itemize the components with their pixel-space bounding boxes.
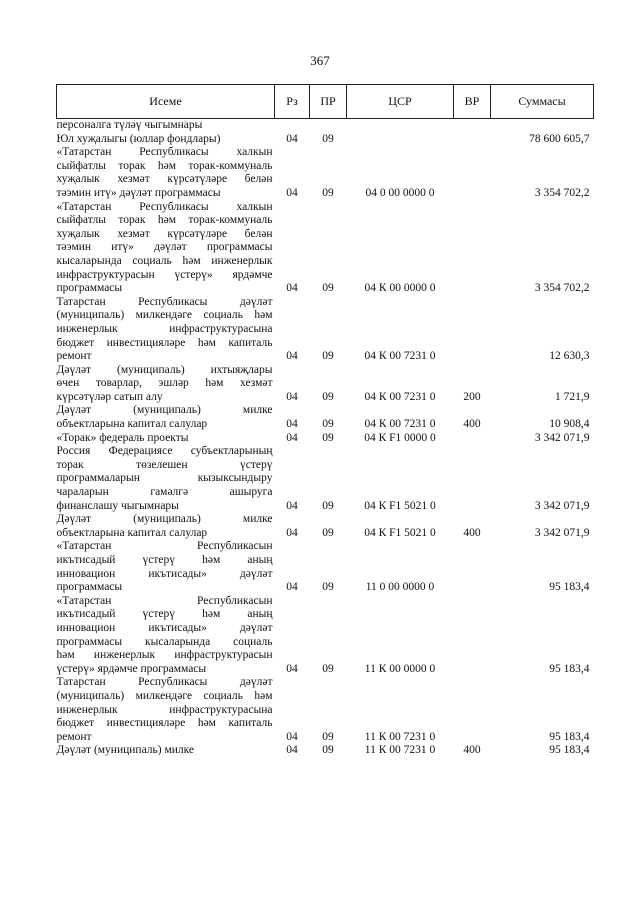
row-pr: 09 bbox=[322, 662, 334, 675]
row-name-line: кысаларында социаль һәм инженерлык bbox=[56, 254, 273, 267]
row-name-line: Дәүләт (муниципаль) милке bbox=[56, 404, 273, 417]
row-vr bbox=[454, 133, 491, 147]
row-sum: 3 342 071,9 bbox=[534, 526, 590, 539]
row-name-line: персоналга түләү чыгымнары bbox=[56, 119, 203, 131]
budget-table bbox=[56, 84, 594, 758]
row-name-line: инженерлык инфраструктурасына bbox=[56, 322, 273, 335]
header-csr: ЦСР bbox=[347, 85, 454, 119]
table-row bbox=[57, 513, 594, 540]
header-sum: Суммасы bbox=[491, 85, 594, 119]
row-vr bbox=[454, 445, 491, 513]
row-name-line: ремонт bbox=[56, 350, 92, 363]
row-name-line: Дәүләт (муниципаль) ихтыяҗлары bbox=[56, 363, 273, 376]
row-rz: 04 bbox=[286, 186, 298, 199]
row-sum: 3 354 702,2 bbox=[534, 282, 590, 295]
row-name-line: финанслашу чыгымнары bbox=[56, 499, 179, 512]
row-pr: 09 bbox=[322, 186, 334, 199]
row-rz: 04 bbox=[286, 282, 298, 295]
row-name-line: ремонт bbox=[56, 730, 92, 743]
row-rz: 04 bbox=[286, 730, 298, 743]
row-name-line: күрсәтүләр сатып алу bbox=[56, 390, 163, 403]
row-name bbox=[57, 744, 275, 758]
row-pr: 09 bbox=[322, 418, 334, 431]
row-pr: 09 bbox=[322, 282, 334, 295]
row-name-line: Татарстан Республикасы дәүләт bbox=[56, 676, 273, 689]
row-rz bbox=[275, 119, 310, 133]
table-row bbox=[57, 404, 594, 431]
row-vr bbox=[454, 595, 491, 677]
row-pr: 09 bbox=[322, 350, 334, 363]
table-row bbox=[57, 133, 594, 147]
header-name: Исеме bbox=[57, 85, 275, 119]
row-pr: 09 bbox=[322, 132, 334, 145]
row-name-line: «Торак» федераль проекты bbox=[56, 431, 189, 444]
row-name bbox=[57, 513, 275, 540]
row-name-line: тәэмин итү» дәүләт программасы bbox=[56, 186, 221, 199]
row-name-line: Татарстан Республикасы дәүләт bbox=[56, 295, 273, 308]
row-name-line: үстерү» ярдәмче программасы bbox=[56, 662, 207, 675]
row-rz: 04 bbox=[286, 581, 298, 594]
row-sum: 3 342 071,9 bbox=[534, 431, 590, 444]
row-name bbox=[57, 133, 275, 147]
table-row bbox=[57, 146, 594, 200]
row-csr: 11 0 00 0000 0 bbox=[365, 581, 435, 594]
row-name-line: программасы bbox=[56, 581, 123, 594]
row-name-line: «Татарстан Республикасы халкын bbox=[56, 200, 273, 213]
row-name-line: тәэмин итү» дәүләт программасы bbox=[56, 241, 273, 254]
row-vr: 400 bbox=[463, 418, 481, 431]
row-vr bbox=[454, 119, 491, 133]
row-name bbox=[57, 432, 275, 446]
row-sum: 78 600 605,7 bbox=[529, 132, 590, 145]
row-pr: 09 bbox=[322, 744, 334, 757]
row-sum: 1 721,9 bbox=[555, 390, 590, 403]
row-name-line: инновацион икътисады» дәүләт bbox=[56, 567, 273, 580]
row-name-line: (муниципаль) милкендәге социаль һәм bbox=[56, 309, 273, 322]
row-sum: 95 183,4 bbox=[549, 581, 590, 594]
row-name bbox=[57, 146, 275, 200]
row-rz: 04 bbox=[286, 662, 298, 675]
row-name-line: бюджет инвестицияләре һәм капиталь bbox=[56, 336, 273, 349]
row-vr bbox=[454, 432, 491, 446]
row-pr bbox=[310, 119, 347, 133]
row-csr: 04 К F1 0000 0 bbox=[364, 431, 436, 444]
row-name bbox=[57, 296, 275, 364]
row-vr bbox=[454, 146, 491, 200]
row-csr: 11 К 00 7231 0 bbox=[364, 744, 436, 757]
table-row bbox=[57, 445, 594, 513]
row-name bbox=[57, 676, 275, 744]
row-rz: 04 bbox=[286, 526, 298, 539]
row-name-line: объектларына капитал салулар bbox=[56, 526, 208, 539]
row-vr bbox=[454, 540, 491, 594]
row-name-line: Дәүләт (муниципаль) милке bbox=[56, 513, 273, 526]
row-name-line: программаларын кызыксындыру bbox=[56, 472, 273, 485]
row-name-line: (муниципаль) милкендәге социаль һәм bbox=[56, 689, 273, 702]
row-pr: 09 bbox=[322, 526, 334, 539]
row-name-line: һәм инженерлык инфраструктурасын bbox=[56, 649, 273, 662]
row-name-line: «Татарстан Республикасын bbox=[56, 594, 273, 607]
row-pr: 09 bbox=[322, 581, 334, 594]
row-vr: 400 bbox=[463, 526, 481, 539]
table-row bbox=[57, 540, 594, 594]
row-rz: 04 bbox=[286, 350, 298, 363]
row-name-line: икътисадый үстерү һәм аның bbox=[56, 554, 273, 566]
row-name-line: торак төзелешен үстерү bbox=[56, 458, 273, 471]
row-name-line: хуҗалык хезмәт күрсәтүләре белән bbox=[56, 173, 273, 186]
row-csr: 04 0 00 0000 0 bbox=[365, 186, 435, 199]
row-name bbox=[57, 404, 275, 431]
row-name-line: чараларын гамәлгә ашыруга bbox=[56, 486, 273, 499]
table-row bbox=[57, 432, 594, 446]
row-rz: 04 bbox=[286, 744, 298, 757]
row-name-line: сыйфатлы торак һәм торак-коммуналь bbox=[56, 159, 273, 172]
header-rz: Рз bbox=[275, 85, 310, 119]
row-vr bbox=[454, 676, 491, 744]
row-name bbox=[57, 201, 275, 296]
row-sum: 95 183,4 bbox=[549, 662, 590, 675]
header-pr: ПР bbox=[310, 85, 347, 119]
row-sum: 10 908,4 bbox=[549, 418, 590, 431]
row-name bbox=[57, 595, 275, 677]
row-name bbox=[57, 364, 275, 405]
row-name-line: хуҗалык хезмәт күрсәтүләре белән bbox=[56, 227, 273, 240]
row-sum: 95 183,4 bbox=[549, 744, 590, 757]
row-rz: 04 bbox=[286, 418, 298, 431]
row-pr: 09 bbox=[322, 730, 334, 743]
row-csr: 04 К 00 7231 0 bbox=[364, 418, 436, 431]
page-number: 367 bbox=[310, 53, 330, 68]
row-csr bbox=[347, 119, 454, 133]
row-name-line: «Татарстан Республикасын bbox=[56, 540, 273, 553]
row-csr: 04 К 00 7231 0 bbox=[364, 350, 436, 363]
row-csr bbox=[347, 133, 454, 147]
row-name-line: икътисадый үстерү һәм аның bbox=[56, 608, 273, 621]
row-rz: 04 bbox=[286, 499, 298, 512]
row-name-line: инфраструктурасын үстерү» ярдәмче bbox=[56, 268, 273, 281]
row-csr: 04 К F1 5021 0 bbox=[364, 526, 436, 539]
row-sum: 3 354 702,2 bbox=[534, 186, 590, 199]
table-row bbox=[57, 364, 594, 405]
row-vr: 200 bbox=[463, 390, 481, 403]
table-header-row bbox=[57, 85, 594, 119]
table-body bbox=[57, 119, 594, 758]
table-row bbox=[57, 296, 594, 364]
row-name-line: Юл хуҗалыгы (юллар фондлары) bbox=[56, 132, 221, 145]
row-csr: 04 К F1 5021 0 bbox=[364, 499, 436, 512]
table-row bbox=[57, 119, 594, 133]
row-name-line: өчен товарлар, эшләр һәм хезмәт bbox=[56, 377, 273, 390]
row-name-line: Россия Федерациясе субъектларының bbox=[56, 445, 273, 458]
header-vr: ВР bbox=[454, 85, 491, 119]
row-sum bbox=[491, 119, 594, 133]
row-name-line: инновацион икътисады» дәүләт bbox=[56, 621, 273, 634]
row-rz: 04 bbox=[286, 431, 298, 444]
row-name bbox=[57, 119, 275, 133]
row-sum: 95 183,4 bbox=[549, 730, 590, 743]
table-row bbox=[57, 744, 594, 758]
row-pr: 09 bbox=[322, 499, 334, 512]
row-name-line: Дәүләт (муниципаль) милке bbox=[56, 744, 195, 757]
row-name-line: «Татарстан Республикасы халкын bbox=[56, 146, 273, 159]
table-row bbox=[57, 676, 594, 744]
row-sum: 3 342 071,9 bbox=[534, 499, 590, 512]
row-pr: 09 bbox=[322, 431, 334, 444]
row-csr: 04 К 00 7231 0 bbox=[364, 390, 436, 403]
row-rz: 04 bbox=[286, 390, 298, 403]
row-pr: 09 bbox=[322, 390, 334, 403]
table-row bbox=[57, 201, 594, 296]
row-name bbox=[57, 540, 275, 594]
row-csr: 04 К 00 0000 0 bbox=[364, 282, 436, 295]
row-vr bbox=[454, 201, 491, 296]
row-name-line: программасы bbox=[56, 282, 123, 295]
row-name-line: сыйфатлы торак һәм торак-коммуналь bbox=[56, 214, 273, 227]
row-vr: 400 bbox=[463, 744, 481, 757]
row-name-line: программасы кысаларында социаль bbox=[56, 635, 273, 648]
row-sum: 12 630,3 bbox=[549, 350, 590, 363]
row-csr: 11 К 00 0000 0 bbox=[364, 662, 436, 675]
row-vr bbox=[454, 296, 491, 364]
row-csr: 11 К 00 7231 0 bbox=[364, 730, 436, 743]
row-rz: 04 bbox=[286, 132, 298, 145]
row-name-line: бюджет инвестицияләре һәм капиталь bbox=[56, 717, 273, 730]
row-name-line: инженерлык инфраструктурасына bbox=[56, 703, 273, 716]
row-name-line: объектларына капитал салулар bbox=[56, 418, 208, 431]
row-name bbox=[57, 445, 275, 513]
table-row bbox=[57, 595, 594, 677]
